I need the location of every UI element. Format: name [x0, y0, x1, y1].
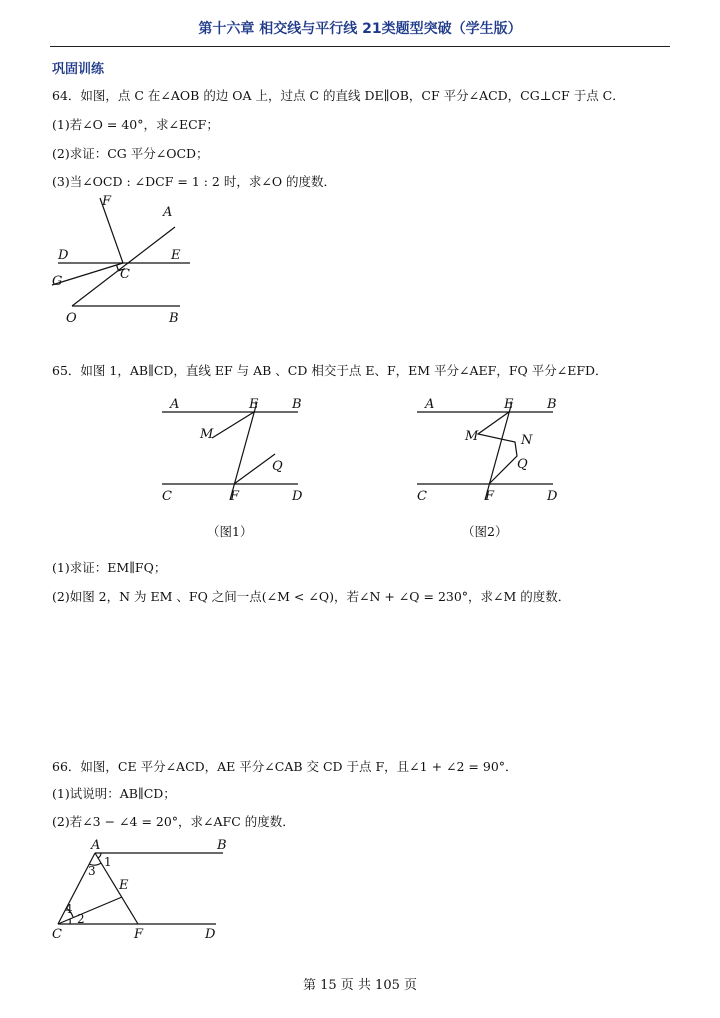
header-divider	[50, 46, 670, 47]
q65-figure-2	[405, 388, 575, 513]
q64-part3: (3)当∠OCD : ∠DCF = 1 : 2 时，求∠O 的度数．	[52, 174, 337, 189]
q66-part1: (1)试说明：AB∥CD；	[52, 786, 176, 801]
q66-segment-AF	[95, 853, 138, 924]
q65f2-label-B: B	[547, 397, 557, 412]
q65-part1: (1)求证：EM∥FQ；	[52, 560, 167, 575]
q64-label-D: D	[58, 248, 69, 263]
q66-label-C: C	[52, 927, 62, 942]
q66-figure	[40, 835, 240, 945]
section-title: 巩固训练	[52, 62, 105, 77]
q64-label-C: C	[120, 267, 130, 282]
q65-fig2-caption: （图2）	[462, 524, 508, 539]
q66-stem: 66．如图，CE 平分∠ACD，AE 平分∠CAB 交 CD 于点 F，且∠1 + ∠2 = 90°．	[52, 759, 518, 774]
q65f2-label-E: E	[504, 397, 514, 412]
q64-label-A: A	[163, 205, 173, 220]
q65f2-label-N: N	[521, 433, 533, 448]
q66-angle4-label: 4	[65, 902, 73, 916]
q64-ray-CG	[52, 263, 123, 285]
q65f2-label-A: A	[425, 397, 435, 412]
q64-stem: 64．如图，点 C 在∠AOB 的边 OA 上，过点 C 的直线 DE∥OB，CF 平分∠ACD，CG⊥CF 于点 C．	[52, 88, 625, 103]
q66-angle2-label: 2	[77, 912, 85, 926]
q66-angle3-label: 3	[88, 864, 96, 878]
page-header: 第十六章 相交线与平行线 21类题型突破（学生版）	[198, 21, 522, 37]
q66-angle1-arc	[98, 853, 101, 858]
page-footer: 第 15 页 共 105 页	[302, 978, 418, 993]
q65f1-label-M: M	[200, 427, 214, 442]
q65f1-label-F: F	[230, 489, 240, 504]
q65f2-label-D: D	[547, 489, 558, 504]
q64-part2: (2)求证：CG 平分∠OCD；	[52, 146, 209, 161]
q65-stem: 65．如图 1，AB∥CD，直线 EF 与 AB 、CD 相交于点 E、F，EM 平分∠AEF，FQ 平分∠EFD．	[52, 363, 608, 378]
q66-part2: (2)若∠3 − ∠4 = 20°，求∠AFC 的度数．	[52, 814, 295, 829]
q66-label-F: F	[134, 927, 144, 942]
q65-part2: (2)如图 2，N 为 EM 、FQ 之间一点(∠M < ∠Q)，若∠N + ∠Q = 230°，求∠M 的度数．	[52, 589, 571, 604]
q64-label-E: E	[171, 248, 181, 263]
q65f1-label-C: C	[162, 489, 172, 504]
q65f2-label-C: C	[417, 489, 427, 504]
q65f1-label-Q: Q	[272, 459, 283, 474]
q65f2-label-M: M	[465, 429, 479, 444]
q64-label-G: G	[52, 274, 63, 289]
q64-figure	[40, 190, 210, 330]
q65f2-path-EMNQF	[478, 412, 517, 484]
q65f2-line-EF	[485, 402, 512, 500]
q65f2-label-Q: Q	[517, 457, 528, 472]
q65f1-label-A: A	[170, 397, 180, 412]
q65f1-label-E: E	[249, 397, 259, 412]
q64-label-O: O	[66, 311, 77, 326]
q66-angle1-label: 1	[104, 855, 112, 869]
q65f1-ray-FQ	[234, 454, 275, 484]
q64-part1: (1)若∠O = 40°，求∠ECF；	[52, 117, 219, 132]
q66-label-E: E	[119, 878, 129, 893]
q65-fig1-caption: （图1）	[207, 524, 253, 539]
q66-label-B: B	[217, 838, 227, 853]
q65f1-line-EF	[230, 402, 257, 500]
q64-label-B: B	[169, 311, 179, 326]
q65f1-label-B: B	[292, 397, 302, 412]
q66-label-A: A	[91, 838, 101, 853]
q65f1-label-D: D	[292, 489, 303, 504]
q66-label-D: D	[205, 927, 216, 942]
q64-label-F: F	[102, 194, 112, 209]
q65f2-label-F: F	[485, 489, 495, 504]
q65-figure-1	[150, 388, 320, 513]
